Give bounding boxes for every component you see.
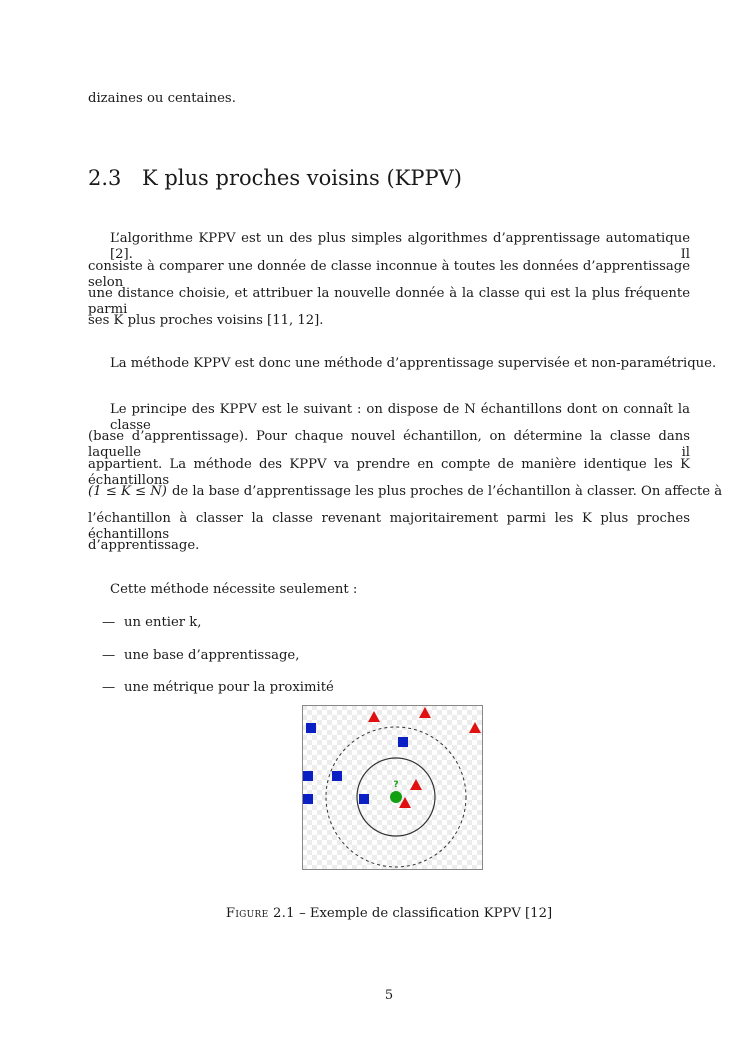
section-heading <box>88 166 462 190</box>
paragraph1-line1: L’algorithme KPPV est un des plus simples algorithmes d’apprentissage automatique [2]. Il <box>110 231 690 262</box>
paragraph3-line5: l’échantillon à classer la classe revenant majoritairement parmi les K plus proches échantillons <box>88 511 690 542</box>
blue-square-marker <box>398 737 408 747</box>
paragraph3-line1: Le principe des KPPV est le suivant : on dispose de N échantillons dont on connaît la classe <box>110 402 690 433</box>
query-point <box>390 791 402 803</box>
blue-square-marker <box>306 723 316 733</box>
bullet-text: une base d’apprentissage, <box>124 648 300 663</box>
section-number: 2.3 <box>88 166 122 190</box>
bullet-text: une métrique pour la proximité <box>124 680 334 695</box>
blue-square-marker <box>359 794 369 804</box>
bullet-marker: — <box>102 615 116 630</box>
bullet-item <box>102 615 201 630</box>
top-line: dizaines ou centaines. <box>88 91 236 106</box>
paragraph4: Cette méthode nécessite seulement : <box>110 582 358 597</box>
bullet-item <box>102 648 299 663</box>
section-title: K plus proches voisins (KPPV) <box>142 166 462 190</box>
paragraph3-line2: (base d’apprentissage). Pour chaque nouvel échantillon, on détermine la classe dans laquelle il <box>88 429 690 460</box>
blue-square-marker <box>332 771 342 781</box>
paragraph3-line4 <box>88 484 723 500</box>
caption-label: Figure 2.1 <box>225 906 295 921</box>
knn-figure <box>302 705 483 870</box>
paragraph1-line4: ses K plus proches voisins [11, 12]. <box>88 313 324 328</box>
knn-diagram <box>302 705 483 870</box>
paragraph3-math: (1 ≤ K ≤ N) <box>88 484 167 499</box>
paragraph3-line3: appartient. La méthode des KPPV va prendre en compte de manière identique les K échantillons <box>88 457 690 488</box>
figure-caption <box>88 906 690 921</box>
page-number: 5 <box>384 988 394 1003</box>
bullet-item <box>102 680 334 695</box>
caption-text: – Exemple de classification KPPV [12] <box>294 906 553 921</box>
blue-square-marker <box>303 794 313 804</box>
paragraph1-line3: une distance choisie, et attribuer la nouvelle donnée à la classe qui est la plus fréquente parmi <box>88 286 690 317</box>
paragraph1-line2: consiste à comparer une donnée de classe inconnue à toutes les données d’apprentissage selon <box>88 259 690 290</box>
bullet-marker: — <box>102 648 116 663</box>
page <box>88 0 723 1053</box>
paragraph2: La méthode KPPV est donc une méthode d’apprentissage supervisée et non-paramétrique. <box>110 356 717 371</box>
paragraph3-line4-text: de la base d’apprentissage les plus proches de l’échantillon à classer. On affecte à <box>171 484 723 499</box>
query-label: ? <box>393 780 399 790</box>
paragraph3-line6: d’apprentissage. <box>88 538 200 553</box>
bullet-text: un entier k, <box>124 615 202 630</box>
blue-square-marker <box>303 771 313 781</box>
bullet-marker: — <box>102 680 116 695</box>
